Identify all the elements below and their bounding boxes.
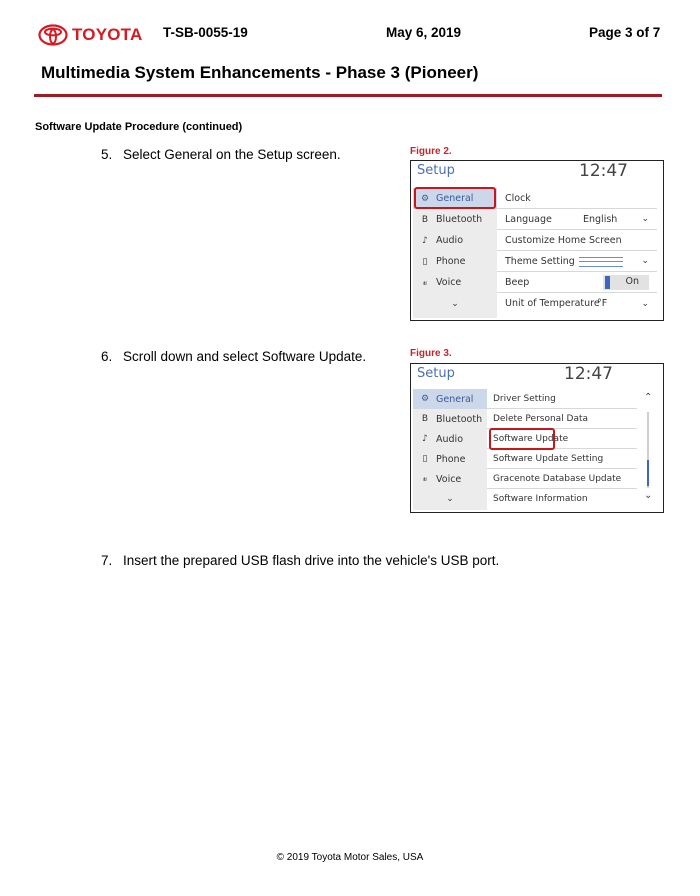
setup-sidebar bbox=[413, 389, 487, 510]
row-beep[interactable] bbox=[497, 272, 657, 293]
step-6-number: 6. bbox=[101, 349, 113, 364]
step-5-number: 5. bbox=[101, 147, 113, 162]
row-customize-home-screen[interactable] bbox=[497, 230, 657, 251]
row-label: Customize Home Screen bbox=[505, 234, 622, 246]
row-unit-of-temperature[interactable] bbox=[497, 293, 657, 314]
chevron-down-icon: ⌄ bbox=[641, 256, 649, 266]
row-gracenote-database-update[interactable] bbox=[487, 469, 637, 489]
brand-wordmark: TOYOTA bbox=[72, 25, 143, 44]
sidebar-item-label: Voice bbox=[436, 473, 462, 485]
sidebar-item-bluetooth[interactable] bbox=[413, 409, 487, 429]
row-delete-personal-data[interactable] bbox=[487, 409, 637, 429]
clock-time: 12:47 bbox=[579, 161, 628, 181]
row-label: Theme Setting bbox=[505, 255, 575, 267]
step-6-text: Scroll down and select Software Update. bbox=[123, 349, 367, 364]
temperature-unit-value: °F bbox=[597, 298, 608, 309]
sidebar-item-voice[interactable] bbox=[413, 272, 497, 293]
row-label: Beep bbox=[505, 276, 530, 288]
chevron-down-icon: ⌄ bbox=[641, 214, 649, 224]
row-label: Clock bbox=[505, 192, 531, 204]
row-driver-setting[interactable] bbox=[487, 389, 637, 409]
sidebar-item-audio[interactable] bbox=[413, 230, 497, 251]
gear-icon: ⚙ bbox=[420, 193, 430, 204]
scroll-up-icon[interactable]: ⌃ bbox=[644, 392, 653, 403]
toyota-logo bbox=[38, 22, 142, 48]
section-heading: Software Update Procedure (continued) bbox=[35, 121, 243, 133]
chevron-down-icon: ⌄ bbox=[641, 298, 649, 309]
toggle-knob bbox=[605, 276, 610, 289]
software-update-highlight-box bbox=[489, 428, 555, 450]
bulletin-number: T-SB-0055-19 bbox=[163, 25, 248, 40]
figure-2-label: Figure 2. bbox=[410, 146, 452, 157]
step-5-text: Select General on the Setup screen. bbox=[123, 147, 341, 162]
sidebar-item-label: Audio bbox=[436, 433, 464, 445]
row-label: Driver Setting bbox=[493, 393, 556, 404]
sidebar-item-label: Bluetooth bbox=[436, 413, 483, 425]
row-label: Language bbox=[505, 213, 552, 225]
voice-icon: 𝓋 bbox=[422, 277, 428, 288]
sidebar-item-phone[interactable] bbox=[413, 449, 487, 469]
figure-3-setup-screen bbox=[410, 363, 664, 513]
language-value: English bbox=[583, 213, 618, 225]
sidebar-item-label: General bbox=[436, 193, 474, 204]
theme-preview-icon bbox=[579, 257, 623, 267]
step-7-number: 7. bbox=[101, 553, 113, 568]
sidebar-item-phone[interactable] bbox=[413, 251, 497, 272]
beep-toggle[interactable] bbox=[603, 275, 649, 290]
scroll-down-icon[interactable]: ⌄ bbox=[644, 490, 653, 501]
row-software-update-setting[interactable] bbox=[487, 449, 637, 469]
phone-icon: ▯ bbox=[422, 256, 428, 267]
sidebar-more-chevron-icon[interactable]: ⌄ bbox=[451, 298, 459, 309]
sidebar-item-label: General bbox=[436, 393, 474, 405]
screen-title: Setup bbox=[417, 163, 455, 178]
figure-3-label: Figure 3. bbox=[410, 348, 452, 359]
sidebar-item-label: Voice bbox=[436, 277, 462, 288]
document-title: Multimedia System Enhancements - Phase 3 (Pioneer) bbox=[41, 63, 479, 82]
screen-title: Setup bbox=[417, 366, 455, 381]
row-clock[interactable] bbox=[497, 188, 657, 209]
sidebar-item-general[interactable] bbox=[413, 389, 487, 409]
phone-icon: ▯ bbox=[422, 454, 428, 464]
sidebar-item-label: Bluetooth bbox=[436, 214, 483, 225]
row-label: Software Information bbox=[493, 494, 588, 504]
row-software-information[interactable] bbox=[487, 489, 637, 509]
row-label: Gracenote Database Update bbox=[493, 473, 622, 484]
sidebar-item-bluetooth[interactable] bbox=[413, 209, 497, 230]
setup-settings-list bbox=[497, 188, 657, 314]
music-note-icon: ♪ bbox=[422, 434, 428, 444]
bulletin-date: May 6, 2019 bbox=[386, 25, 462, 40]
toggle-state: On bbox=[625, 276, 639, 287]
row-label: Unit of Temperature bbox=[505, 298, 600, 309]
music-note-icon: ♪ bbox=[422, 235, 428, 246]
row-label: Software Update Setting bbox=[493, 453, 604, 464]
sidebar-more-chevron-icon[interactable]: ⌄ bbox=[446, 494, 454, 504]
header-divider bbox=[34, 94, 662, 97]
sidebar-item-label: Phone bbox=[436, 256, 466, 267]
toyota-emblem-icon bbox=[38, 24, 68, 46]
sidebar-item-label: Phone bbox=[436, 453, 466, 465]
row-label: Software Update bbox=[493, 433, 569, 444]
voice-icon: 𝓋 bbox=[422, 474, 428, 484]
row-language[interactable] bbox=[497, 209, 657, 230]
row-theme-setting[interactable] bbox=[497, 251, 657, 272]
figure-2-setup-screen bbox=[410, 160, 664, 321]
clock-time: 12:47 bbox=[564, 364, 613, 384]
page-number: Page 3 of 7 bbox=[589, 25, 661, 40]
copyright-footer: © 2019 Toyota Motor Sales, USA bbox=[276, 852, 424, 863]
bluetooth-icon: B bbox=[421, 414, 429, 424]
sidebar-item-voice[interactable] bbox=[413, 469, 487, 489]
bluetooth-icon: B bbox=[421, 214, 429, 225]
scrollbar-thumb[interactable] bbox=[647, 460, 649, 486]
sidebar-item-audio[interactable] bbox=[413, 429, 487, 449]
step-7-text: Insert the prepared USB flash drive into the vehicle's USB port. bbox=[123, 553, 500, 568]
general-highlight-box bbox=[414, 187, 496, 209]
sidebar-item-label: Audio bbox=[436, 235, 464, 246]
row-label: Delete Personal Data bbox=[493, 413, 589, 424]
gear-icon: ⚙ bbox=[420, 394, 430, 404]
